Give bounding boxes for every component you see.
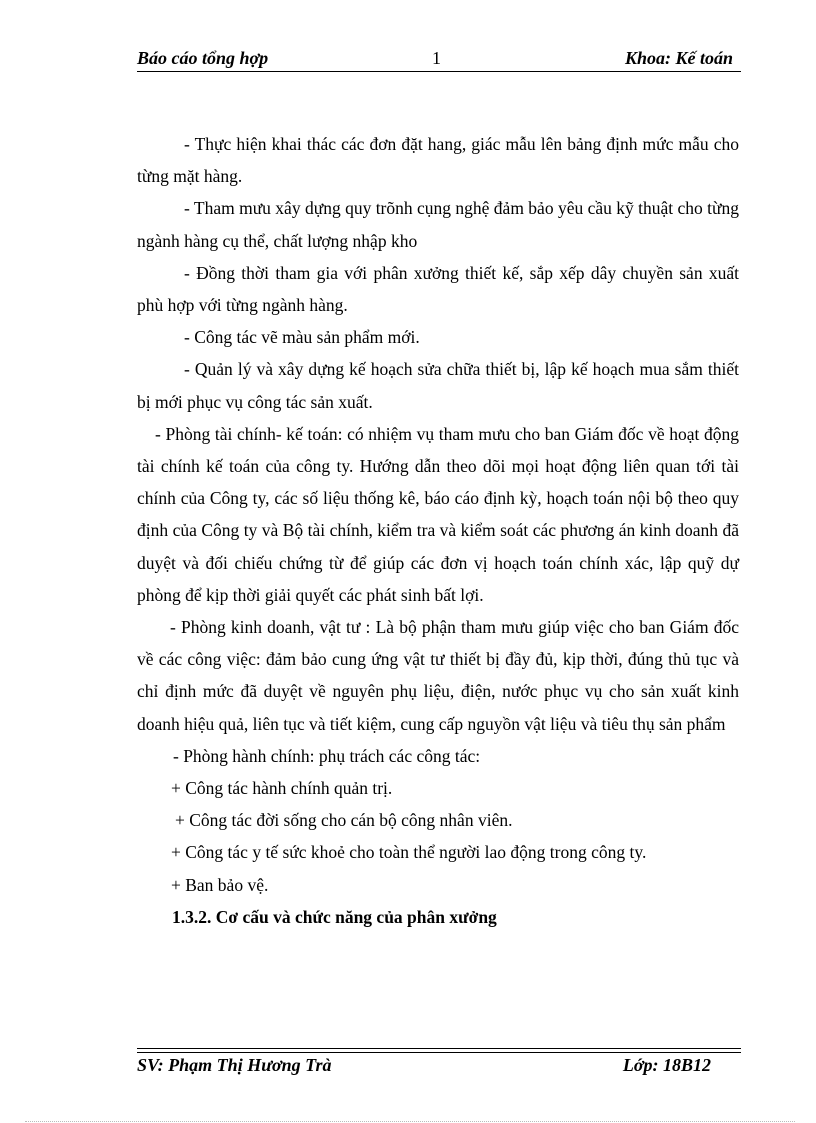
list-item-staff-welfare: + Công tác đời sống cho cán bộ công nhân viên.: [175, 810, 513, 831]
paragraph-technology-process: - Tham mưu xây dựng quy trõnh cụng nghệ đảm bảo yêu cầu kỹ thuật cho từng ngành hàng cụ thể, chất lượng nhập kho: [137, 198, 739, 251]
page-number: 1: [432, 48, 441, 68]
header-faculty: Khoa: Kế toán: [624, 48, 733, 68]
footer-divider-top: [137, 1048, 741, 1049]
list-item-security: + Ban bảo vệ.: [171, 874, 269, 895]
paragraph-admin-department: - Phòng hành chính: phụ trách các công tác:: [173, 745, 481, 766]
paragraph-production-line: - Đồng thời tham gia với phân xưởng thiết kế, sắp xếp dây chuyền sản xuất phù hợp với từng ngành hàng.: [137, 262, 739, 316]
paragraph-equipment-plan: - Quản lý và xây dựng kế hoạch sửa chữa thiết bị, lập kế hoạch mua sắm thiết bị mới phục vụ công tác sản xuất.: [137, 359, 739, 412]
list-item-admin-management: + Công tác hành chính quản trị.: [171, 778, 393, 799]
page-header: [137, 48, 741, 70]
footer-student-name: SV: Phạm Thị Hương Trà: [137, 1055, 332, 1075]
footer-divider-bottom: [137, 1052, 741, 1053]
footer-class: Lớp: 18B12: [622, 1055, 711, 1075]
paragraph-business-supplies: - Phòng kinh doanh, vật tư : Là bộ phận tham mưu giúp việc cho ban Giám đốc về các công việc: đảm bảo cung ứng vật tư thiết bị đầy đủ, kịp thời, đúng thủ tục và chỉ định mức đã duyệt về nguyên phụ liệu, điện, nước phục vụ cho sản xuất kinh doanh hiệu quả, liên tục và tiết kiệm, cung cấp nguyồn vật liệu và tiêu thụ sản phẩm: [137, 617, 739, 734]
paragraph-finance-accounting: - Phòng tài chính- kế toán: có nhiệm vụ tham mưu cho ban Giám đốc về hoạt động tài chính kế toán của công ty. Hướng dẫn theo dõi mọi hoạt động liên quan tới tài chính của Công ty, các số liệu thống kê, báo cáo định kỳ, hoạch toán nội bộ theo quy định của Công ty và Bộ tài chính, kiểm tra và kiểm soát các phương án kinh doanh đã duyệt và đối chiếu chứng từ để giúp các đơn vị hoạch toán chính xác, lập quỹ dự phòng để kịp thời giải quyết các phát sinh bất lợi.: [137, 423, 739, 605]
paragraph-order-sampling: - Thực hiện khai thác các đơn đặt hang, giác mẫu lên bảng định mức mẫu cho từng mặt hàng.: [137, 134, 739, 187]
header-report-title: Báo cáo tổng hợp: [137, 48, 269, 68]
section-heading: 1.3.2. Cơ cấu và chức năng của phân xưởng: [172, 906, 497, 927]
list-item-health-care: + Công tác y tế sức khoẻ cho toàn thể người lao động trong công ty.: [171, 842, 647, 863]
page-bottom-dotted-line: [25, 1121, 795, 1122]
paragraph-color-design: - Công tác vẽ màu sản phẩm mới.: [184, 327, 420, 348]
document-body: [137, 128, 739, 933]
header-divider: [137, 71, 741, 72]
